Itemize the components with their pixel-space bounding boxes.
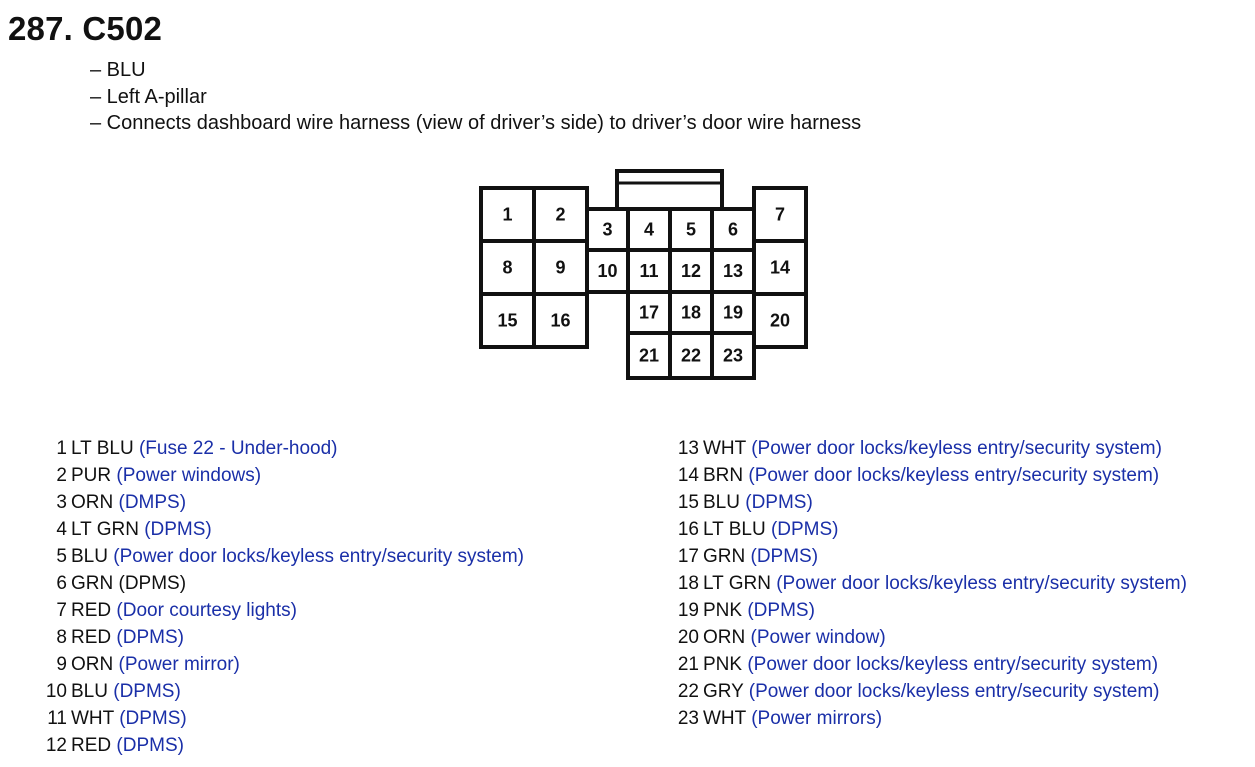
circuit-description: (DPMS) bbox=[770, 519, 839, 540]
pin-number: 8 bbox=[56, 627, 67, 648]
pin-number-label: 22 bbox=[680, 345, 702, 366]
page-title: 287. C502 bbox=[8, 10, 163, 47]
pin-number: 11 bbox=[47, 708, 67, 729]
wire-color: PNK bbox=[703, 600, 748, 621]
circuit-description: (DPMS) bbox=[750, 546, 819, 567]
circuit-description: (Power mirrors) bbox=[751, 708, 883, 729]
pin-number-label: 16 bbox=[550, 310, 571, 331]
circuit-description: (Door courtesy lights) bbox=[116, 600, 297, 621]
circuit-description: (Power windows) bbox=[116, 465, 262, 486]
pin-number-label: 10 bbox=[597, 261, 618, 281]
pin-number: 7 bbox=[56, 600, 67, 621]
wire-color: GRN bbox=[71, 573, 119, 594]
pin-number-label: 3 bbox=[602, 219, 613, 240]
wire-color: PUR bbox=[71, 465, 117, 486]
pin-number: 20 bbox=[677, 627, 699, 648]
pin-number: 15 bbox=[677, 492, 699, 513]
pin-number: 21 bbox=[677, 654, 699, 675]
circuit-description: (Power window) bbox=[750, 627, 886, 648]
circuit-description: (Fuse 22 - Under-hood) bbox=[138, 438, 338, 459]
pin-number-label: 1 bbox=[502, 204, 513, 225]
pin-number: 19 bbox=[677, 600, 699, 621]
pin-number-label: 7 bbox=[774, 204, 786, 225]
pin-number: 10 bbox=[45, 681, 67, 702]
circuit-description: (Power door locks/keyless entry/security system) bbox=[747, 654, 1159, 675]
pin-number: 17 bbox=[677, 546, 699, 567]
wire-color: GRY bbox=[703, 681, 749, 702]
pin-number: 13 bbox=[677, 438, 699, 459]
wire-color: WHT bbox=[71, 708, 120, 729]
pin-number: 9 bbox=[56, 654, 67, 675]
wire-color: PNK bbox=[703, 654, 748, 675]
pin-number-label: 5 bbox=[685, 219, 697, 240]
pin-number: 4 bbox=[56, 519, 67, 540]
wire-color: BLU bbox=[71, 681, 114, 702]
pin-number: 6 bbox=[56, 573, 67, 594]
pin-number: 14 bbox=[677, 465, 699, 486]
pin-number: 22 bbox=[677, 681, 699, 702]
circuit-description: (DPMS) bbox=[116, 735, 184, 756]
pin-number-label: 14 bbox=[769, 257, 791, 278]
pin-number-label: 2 bbox=[555, 204, 566, 225]
wire-color: BLU bbox=[71, 546, 114, 567]
pin-number: 16 bbox=[677, 519, 699, 540]
pin-number: 1 bbox=[56, 438, 67, 459]
wire-color: WHT bbox=[703, 438, 752, 459]
pin-number-label: 23 bbox=[722, 345, 744, 366]
pin-number: 12 bbox=[45, 735, 67, 756]
circuit-description: (Power door locks/keyless entry/security system) bbox=[113, 546, 524, 567]
circuit-description: (DPMS) bbox=[747, 600, 815, 621]
note-color: – BLU bbox=[90, 59, 146, 81]
pin-number-label: 11 bbox=[639, 261, 659, 281]
circuit-description: (DMPS) bbox=[118, 492, 187, 513]
wire-color: RED bbox=[71, 600, 117, 621]
pin-number-label: 17 bbox=[638, 302, 660, 323]
pin-number: 5 bbox=[56, 546, 67, 567]
pin-number: 23 bbox=[677, 708, 699, 729]
circuit-description: (Power door locks/keyless entry/security system) bbox=[776, 573, 1187, 594]
wire-color: RED bbox=[71, 735, 117, 756]
pin-number-label: 13 bbox=[722, 261, 744, 281]
wire-color: BRN bbox=[703, 465, 749, 486]
pin-number-label: 9 bbox=[555, 257, 566, 278]
pin-number-label: 18 bbox=[680, 302, 702, 323]
wire-color: ORN bbox=[703, 627, 751, 648]
wire-color: RED bbox=[71, 627, 117, 648]
wire-color: BLU bbox=[703, 492, 746, 513]
wire-color: LT GRN bbox=[71, 519, 145, 540]
wire-color: LT BLU bbox=[71, 438, 139, 459]
pin-number-label: 4 bbox=[643, 219, 655, 240]
pin-number-label: 20 bbox=[769, 310, 791, 331]
circuit-description: (Power door locks/keyless entry/security system) bbox=[748, 465, 1160, 486]
circuit-description: (DPMS) bbox=[113, 681, 181, 702]
wire-color: LT BLU bbox=[703, 519, 771, 540]
wire-color: LT GRN bbox=[703, 573, 777, 594]
circuit-description: (DPMS) bbox=[118, 573, 187, 594]
pin-number-label: 15 bbox=[497, 310, 518, 331]
circuit-description: (DPMS) bbox=[119, 708, 187, 729]
pin-number-label: 6 bbox=[727, 219, 739, 240]
wire-color: GRN bbox=[703, 546, 751, 567]
wire-color: ORN bbox=[71, 492, 119, 513]
circuit-description: (Power door locks/keyless entry/security system) bbox=[748, 681, 1160, 702]
pin-number: 18 bbox=[677, 573, 699, 594]
pin-number-label: 8 bbox=[502, 257, 513, 278]
circuit-description: (Power mirror) bbox=[118, 654, 240, 675]
pin-number: 3 bbox=[56, 492, 67, 513]
wire-color: ORN bbox=[71, 654, 119, 675]
pin-number: 2 bbox=[56, 465, 67, 486]
wire-color: WHT bbox=[703, 708, 752, 729]
circuit-description: (Power door locks/keyless entry/security system) bbox=[751, 438, 1162, 459]
pin-number-label: 21 bbox=[638, 345, 660, 366]
note-location: – Left A-pillar bbox=[90, 85, 207, 108]
pin-number-label: 12 bbox=[680, 261, 702, 281]
circuit-description: (DPMS) bbox=[144, 519, 212, 540]
circuit-description: (DPMS) bbox=[745, 492, 813, 513]
note-connects: – Connects dashboard wire harness (view of driver’s side) to driver’s door wire harness bbox=[90, 112, 862, 134]
pin-number-label: 19 bbox=[722, 302, 744, 323]
circuit-description: (DPMS) bbox=[116, 627, 184, 648]
